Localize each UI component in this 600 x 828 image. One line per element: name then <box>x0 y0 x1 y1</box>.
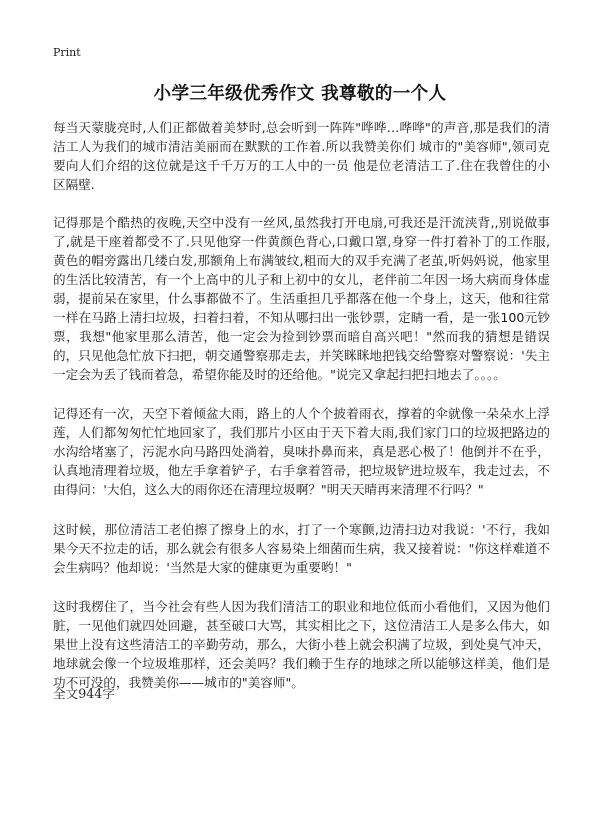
article-paragraph: 这时我楞住了，当今社会有些人因为我们清洁工的职业和地位低而小看他们，又因为他们脏，一见他们就四处回避，甚至破口大骂，其实相比之下，这位清洁工人是多么伟大，如果世上没有这些清洁工的辛勤劳动，那么，大街小巷上就会积满了垃圾，到处臭气冲天，地球就会像一个垃圾堆那样，还会美吗？我们赖于生存的地球之所以能够这样美，他们是功不可没的，我赞美你——城市的"美容师"。 <box>53 599 550 690</box>
word-count <box>53 683 115 702</box>
article-paragraph: 记得那是个酷热的夜晚,天空中没有一丝风,虽然我打开电扇,可我还是汗流浃背,,别说做事了,就是干座着都受不了.只见他穿一件黄颜色背心,口戴口罩,身穿一件打着补丁的工作服,黄色的帽旁露出几缕白发,那额角上布满皱纹,粗而大的双手充满了老茧,听妈妈说，他家里的生活比较清苦，有一个上高中的儿子和上初中的女儿，老伴前二年因一场大病而身体虚弱，提前呆在家里，什么事都做不了。生活重担几乎都落在他一个身上，这天，他和往常一样在马路上清扫垃圾，扫着扫着，不知从哪扫出一张钞票，定睛一看，是一张100元钞票，我想"他家里那么清苦，他一定会为捡到钞票而暗自高兴吧！"然而我的猜想是错误的，只见他急忙放下扫把，朝交通警察那走去，并笑眯眯地把钱交给警察对警察说：'失主一定会为丢了钱而着急，希望你能及时的还给他。"说完又拿起扫把扫地去了。。。。 <box>53 215 550 382</box>
word-count-number: 944 <box>78 686 103 701</box>
word-count-suffix: 字 <box>102 686 115 701</box>
article-paragraph: 记得还有一次，天空下着倾盆大雨，路上的人个个披着雨衣，撑着的伞就像一朵朵水上浮莲，人们都匆匆忙忙地回家了，我们那片小区由于天下着大雨,我们家门口的垃圾把路边的水沟给堵塞了，污泥水向马路四处淌着，臭味扑鼻而来，真是恶心极了！他倒并不在乎，认真地清理着垃圾，他左手拿着铲子，右手拿着笤帚，把垃圾铲进垃圾车，我走过去，不由得问：'大伯，这么大的雨你还在清理垃圾啊？"明天天晴再来清理不行吗？" <box>53 406 550 497</box>
print-link[interactable]: Print <box>53 46 81 59</box>
article-title: 小学三年级优秀作文 我尊敬的一个人 <box>153 84 447 104</box>
article-body <box>53 118 550 712</box>
word-count-prefix: 全文 <box>53 686 79 701</box>
article-paragraph: 每当天蒙胧亮时,人们正都做着美梦时,总会听到一阵阵"哗哗…哗哗"的声音,那是我们的清洁工人为我们的城市清洁美丽而在默默的工作着.所以我赞美你们 城市的"美容师",领司克要向人们介绍的这位就是这千千万万的工人中的一员 他是位老清洁工了.住在我曾住的小区隔壁. <box>53 120 550 192</box>
article-paragraph: 这时候，那位清洁工老伯擦了擦身上的水，打了一个寒颤,边清扫边对我说：'不行，我如果今天不拉走的话，那么就会有很多人容易染上细菌而生病，我又接着说："你这样难道不会生病吗？他却说：'当然是大家的健康更为重要哟！" <box>53 522 550 575</box>
